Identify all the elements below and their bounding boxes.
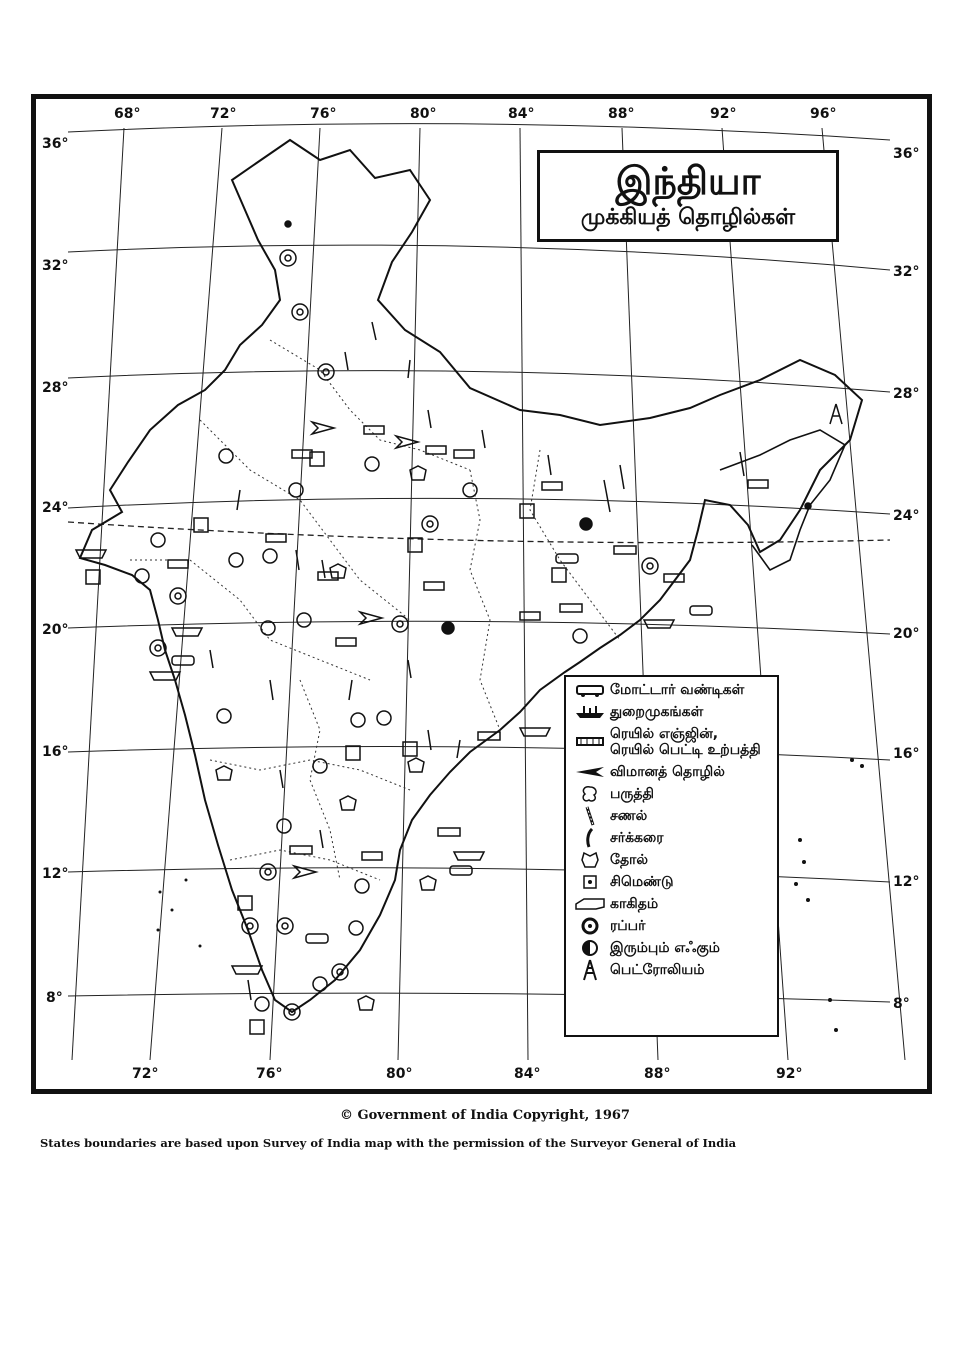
lat-label-left: 20° — [42, 622, 69, 638]
legend-label — [610, 726, 761, 758]
cement-icon — [86, 452, 566, 1034]
legend-label: இரும்பும் எஃகும் — [610, 940, 720, 956]
legend-item — [570, 871, 773, 893]
lat-label-left: 8° — [46, 990, 63, 1006]
legend-label: பெட்ரோலியம் — [610, 962, 705, 978]
lat-label-left: 16° — [42, 744, 69, 760]
legend-item — [570, 937, 773, 959]
lon-label-bottom: 92° — [776, 1066, 803, 1082]
lat-label-right: 28° — [893, 386, 920, 402]
cement-icon — [570, 873, 610, 891]
sugar-cane-icon — [210, 322, 551, 1000]
leather-icon — [570, 851, 610, 869]
map-legend — [564, 675, 779, 1037]
rubber-tyre-icon — [570, 917, 610, 935]
lon-label-top: 72° — [210, 106, 237, 122]
port-ship-icon — [570, 704, 610, 720]
legend-item — [570, 761, 773, 783]
lat-label-right: 24° — [893, 508, 920, 524]
lat-label-left: 36° — [42, 136, 69, 152]
lon-label-top: 92° — [710, 106, 737, 122]
legend-label-line: ரெயில் எஞ்ஜின், — [610, 726, 719, 742]
northeast-outline — [720, 430, 845, 570]
lat-label-right: 36° — [893, 146, 920, 162]
legend-item — [570, 701, 773, 723]
legend-label: காகிதம் — [610, 896, 659, 912]
legend-label: சர்க்கரை — [610, 830, 664, 846]
legend-item — [570, 849, 773, 871]
legend-label: விமானத் தொழில் — [610, 764, 725, 780]
map-subtitle: முக்கியத் தொழில்கள் — [580, 205, 796, 230]
paper-icon — [570, 897, 610, 911]
petroleum-derrick-icon — [570, 959, 610, 981]
legend-label: மோட்டார் வண்டிகள் — [610, 682, 745, 698]
lat-label-right: 12° — [893, 874, 920, 890]
lon-label-top: 68° — [114, 106, 141, 122]
lon-label-bottom: 76° — [256, 1066, 283, 1082]
copyright-notice: © Government of India Copyright, 1967 — [340, 1108, 630, 1123]
legend-label: பருத்தி — [610, 786, 654, 802]
lon-label-bottom: 80° — [386, 1066, 413, 1082]
state-boundaries — [130, 340, 620, 880]
lat-label-right: 16° — [893, 746, 920, 762]
lon-label-top: 84° — [508, 106, 535, 122]
aircraft-icon — [294, 422, 418, 878]
legend-label: சணல் — [610, 808, 648, 824]
sugar-cane-icon — [570, 828, 610, 848]
legend-item — [570, 915, 773, 937]
petroleum-derrick-icon — [830, 404, 842, 424]
lat-label-right: 32° — [893, 264, 920, 280]
lon-label-top: 88° — [608, 106, 635, 122]
boundary-note: States boundaries are based upon Survey of India map with the permission of the Surveyor General of India — [40, 1136, 737, 1150]
lon-label-top: 96° — [810, 106, 837, 122]
legend-item — [570, 679, 773, 701]
legend-label-line: ரெயில் பெட்டி உற்பத்தி — [610, 742, 761, 758]
lon-label-bottom: 88° — [644, 1066, 671, 1082]
aircraft-icon — [570, 764, 610, 780]
legend-item — [570, 959, 773, 981]
legend-item — [570, 893, 773, 915]
graticule — [68, 124, 905, 1060]
iron-steel-icon — [570, 939, 610, 957]
legend-label: ரப்பர் — [610, 918, 646, 934]
lon-label-top: 76° — [310, 106, 337, 122]
lat-label-left: 28° — [42, 380, 69, 396]
legend-item — [570, 805, 773, 827]
legend-item — [570, 723, 773, 761]
cotton-icon — [570, 785, 610, 803]
lat-label-left: 32° — [42, 258, 69, 274]
legend-item — [570, 827, 773, 849]
lat-label-left: 24° — [42, 500, 69, 516]
legend-label: துறைமுகங்கள் — [610, 704, 704, 720]
car-icon — [570, 683, 610, 697]
map-title-box — [537, 150, 839, 242]
lat-label-right: 8° — [893, 996, 910, 1012]
legend-label: சிமெண்டு — [610, 874, 674, 890]
map-title: இந்தியா — [615, 159, 761, 203]
cotton-icon — [135, 449, 587, 1011]
jute-icon — [570, 806, 610, 826]
legend-item — [570, 783, 773, 805]
rail-engine-icon — [570, 735, 610, 749]
lon-label-top: 80° — [410, 106, 437, 122]
lon-label-bottom: 72° — [132, 1066, 159, 1082]
lon-label-bottom: 84° — [514, 1066, 541, 1082]
lat-label-left: 12° — [42, 866, 69, 882]
lat-label-right: 20° — [893, 626, 920, 642]
legend-label: தோல் — [610, 852, 648, 868]
